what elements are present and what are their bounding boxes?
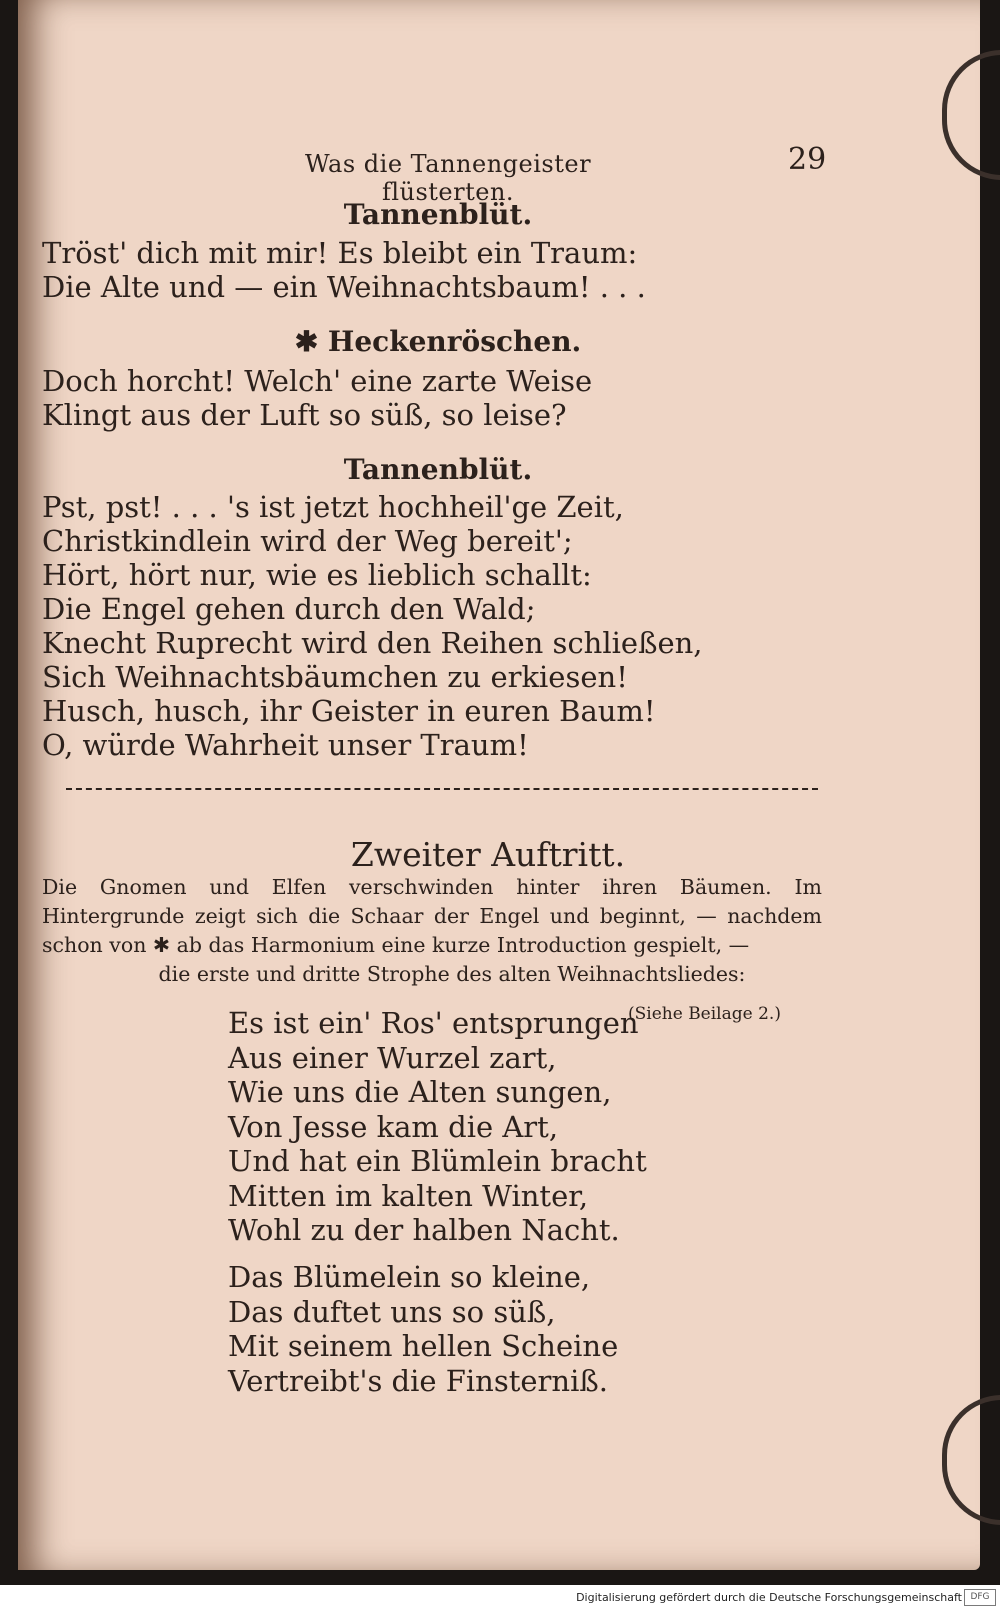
verse-line: Hört, hört nur, wie es lieblich schallt: <box>42 558 592 592</box>
verse-line: O, würde Wahrheit unser Traum! <box>42 728 529 762</box>
verse-line: Husch, husch, ihr Geister in euren Baum! <box>42 694 656 728</box>
verse-line: Sich Weihnachtsbäumchen zu erkiesen! <box>42 660 628 694</box>
section-divider <box>66 788 818 790</box>
verse-line: Tröst' dich mit mir! Es bleibt ein Traum: <box>42 236 638 270</box>
song-line: Das Blümelein so kleine, <box>228 1260 591 1294</box>
verse-line: Klingt aus der Luft so süß, so leise? <box>42 398 567 432</box>
verse-line: Die Alte und — ein Weihnachtsbaum! . . . <box>42 270 646 304</box>
stage-direction-text: Die Gnomen und Elfen verschwinden hinter ihren Bäumen. Im Hintergrunde zeigt sich die Schaar der Engel und beginnt, — nachdem schon von ✱ ab das Harmonium eine kurze Introduction gespielt, — <box>42 875 822 957</box>
song-line: Es ist ein' Ros' entsprungen <box>228 1006 639 1040</box>
song-line: Mit seinem hellen Scheine <box>228 1329 619 1363</box>
verse-line: Pst, pst! . . . 's ist jetzt hochheil'ge Zeit, <box>42 490 624 524</box>
song-stanza-2 <box>228 1260 618 1398</box>
verse-block-2 <box>42 364 592 432</box>
stage-direction <box>42 873 822 989</box>
song-line: Mitten im kalten Winter, <box>228 1178 589 1213</box>
song-line: Aus einer Wurzel zart, <box>228 1040 557 1075</box>
verse-block-3 <box>42 490 703 762</box>
verse-block-1 <box>42 236 646 304</box>
page-text <box>18 0 980 1570</box>
scene-title: Zweiter Auftritt. <box>350 835 626 874</box>
book-page <box>18 0 980 1570</box>
song-line: Von Jesse kam die Art, <box>228 1109 559 1144</box>
song-line: Wie uns die Alten sungen, <box>228 1075 612 1109</box>
footer-bar <box>0 1585 1000 1611</box>
dfg-logo: DFG <box>964 1589 996 1606</box>
speaker-tannenbluet-2: Tannenblüt. <box>343 453 533 486</box>
running-head: Was die Tannengeister flüsterten. <box>304 150 592 206</box>
song-line: Vertreibt's die Finsterniß. <box>228 1363 608 1398</box>
song-stanza-1 <box>228 1006 647 1248</box>
verse-line: Christkindlein wird der Weg bereit'; <box>42 524 573 558</box>
song-line: Wohl zu der halben Nacht. <box>228 1213 620 1247</box>
verse-line: Doch horcht! Welch' eine zarte Weise <box>42 364 593 398</box>
song-line: Und hat ein Blümlein bracht <box>228 1144 647 1178</box>
speaker-heckenroeschen: ✱ Heckenröschen. <box>294 325 582 358</box>
verse-line: Die Engel gehen durch den Wald; <box>42 592 536 626</box>
speaker-tannenbluet-1: Tannenblüt. <box>343 198 533 231</box>
verse-line: Knecht Ruprecht wird den Reihen schließen, <box>42 626 703 660</box>
digitization-credit: Digitalisierung gefördert durch die Deutsche Forschungsgemeinschaft <box>576 1591 962 1604</box>
supplement-reference: (Siehe Beilage 2.) <box>628 1004 781 1024</box>
page-number: 29 <box>788 142 827 177</box>
stage-direction-last-line: die erste und dritte Strophe des alten Weihnachtsliedes: <box>158 962 746 986</box>
song-line: Das duftet uns so süß, <box>228 1294 556 1329</box>
